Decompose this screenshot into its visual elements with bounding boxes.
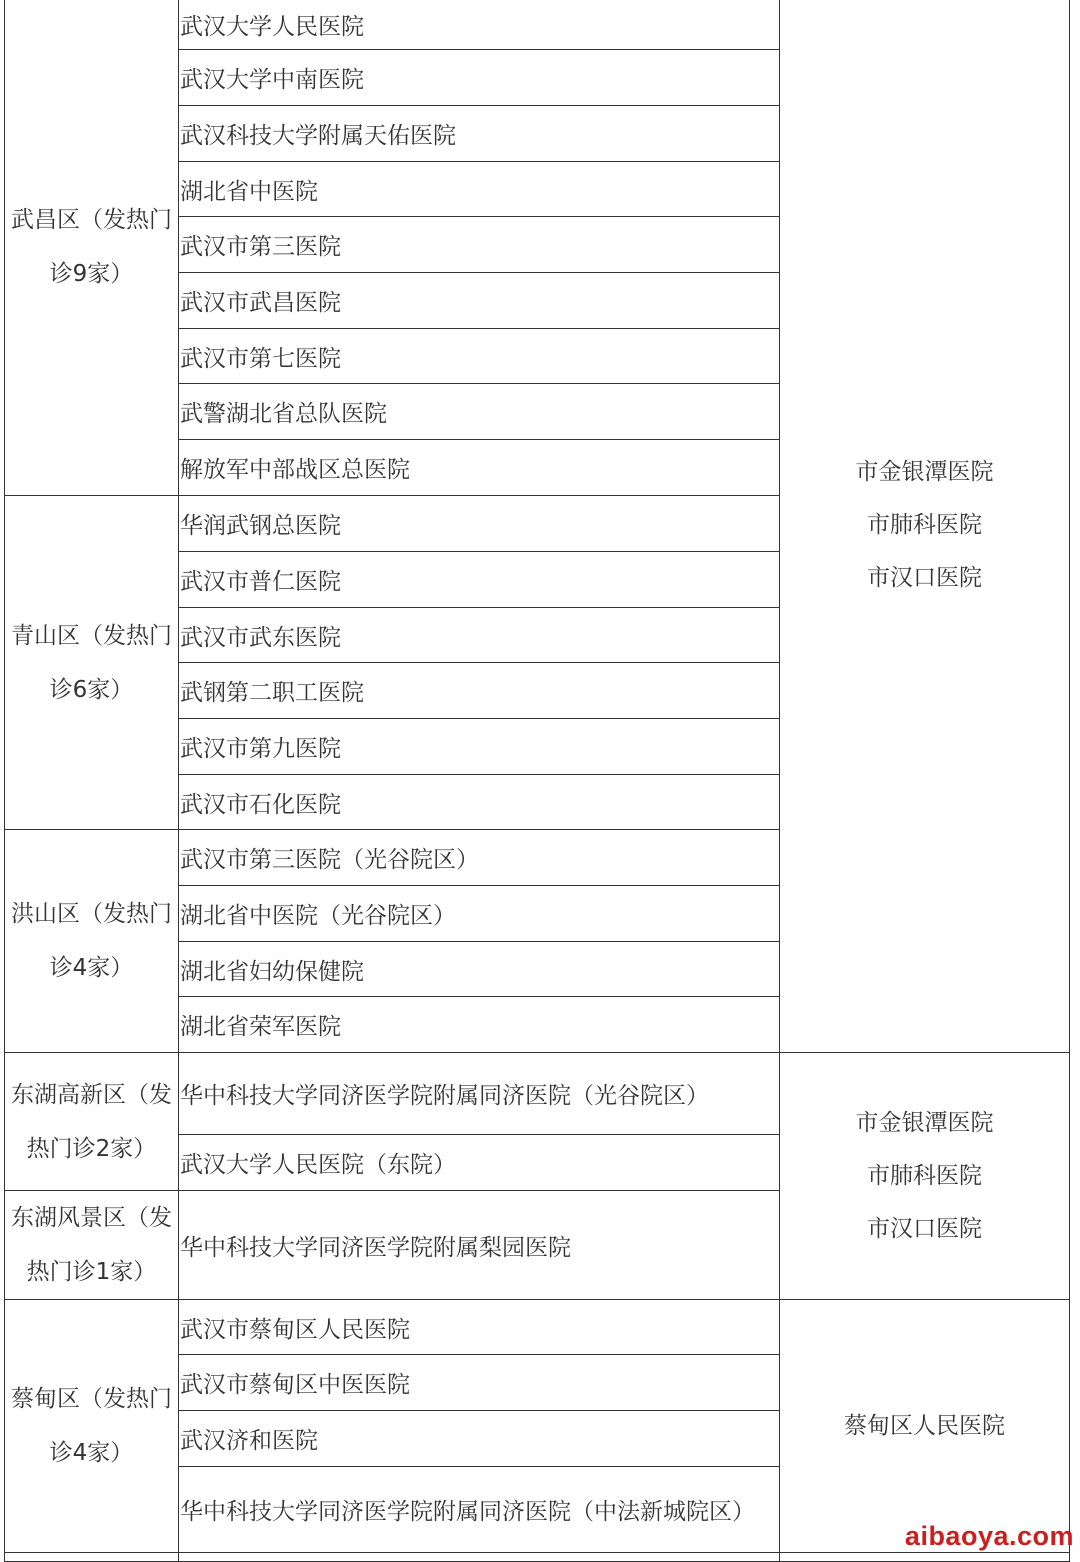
hospital-cell: 武汉大学中南医院 — [179, 50, 780, 106]
hospital-cell: 湖北省中医院 — [179, 162, 780, 217]
empty-cell — [780, 1553, 1070, 1562]
hospital-cell: 武汉市第三医院（光谷院区） — [179, 830, 780, 886]
hospital-cell: 武汉市普仁医院 — [179, 552, 780, 608]
hospital-cell: 武汉科技大学附属天佑医院 — [179, 106, 780, 162]
hospital-cell: 解放军中部战区总医院 — [179, 440, 780, 496]
district-cell: 东湖风景区（发热门诊1家） — [5, 1191, 179, 1300]
hospital-cell: 武汉市第九医院 — [179, 719, 780, 775]
designated-hospitals-cell: 市金银潭医院 市肺科医院 市汉口医院 — [780, 0, 1070, 1053]
hospital-cell: 湖北省荣军医院 — [179, 997, 780, 1053]
table-row — [5, 1553, 1070, 1562]
hospital-cell: 武汉市武昌医院 — [179, 273, 780, 329]
hospital-cell: 武汉市石化医院 — [179, 775, 780, 830]
site-watermark: aibaoya.com — [904, 1521, 1074, 1551]
hospital-cell: 武汉大学人民医院（东院） — [179, 1135, 780, 1191]
hospital-cell: 华中科技大学同济医学院附属同济医院（中法新城院区） — [179, 1467, 780, 1553]
hospital-cell: 武汉市蔡甸区中医医院 — [179, 1355, 780, 1411]
hospital-cell: 华中科技大学同济医学院附属梨园医院 — [179, 1191, 780, 1300]
empty-cell — [5, 1553, 179, 1562]
table-row — [5, 1053, 1070, 1135]
hospital-cell: 武汉大学人民医院 — [179, 0, 780, 50]
table-row — [5, 0, 1070, 50]
hospital-cell: 武汉市蔡甸区人民医院 — [179, 1300, 780, 1355]
designated-hospitals-cell: 蔡甸区人民医院 — [780, 1300, 1070, 1553]
district-cell: 青山区（发热门诊6家） — [5, 496, 179, 830]
hospital-cell: 武汉市第三医院 — [179, 217, 780, 273]
hospital-cell: 武汉市第七医院 — [179, 329, 780, 384]
hospital-cell: 武汉济和医院 — [179, 1411, 780, 1467]
hospital-cell: 湖北省中医院（光谷院区） — [179, 886, 780, 942]
hospital-cell: 武警湖北省总队医院 — [179, 384, 780, 440]
empty-cell — [179, 1553, 780, 1562]
hospital-cell: 华中科技大学同济医学院附属同济医院（光谷院区） — [179, 1053, 780, 1135]
hospital-cell: 武钢第二职工医院 — [179, 663, 780, 719]
fever-clinic-table — [4, 0, 1070, 1562]
designated-hospitals-cell: 市金银潭医院 市肺科医院 市汉口医院 — [780, 1053, 1070, 1300]
hospital-cell: 武汉市武东医院 — [179, 608, 780, 663]
hospital-cell: 湖北省妇幼保健院 — [179, 942, 780, 997]
table-row — [5, 1300, 1070, 1355]
district-cell: 蔡甸区（发热门诊4家） — [5, 1300, 179, 1553]
district-cell: 洪山区（发热门诊4家） — [5, 830, 179, 1053]
district-cell: 武昌区（发热门诊9家） — [5, 0, 179, 496]
hospital-cell: 华润武钢总医院 — [179, 496, 780, 552]
district-cell: 东湖高新区（发热门诊2家） — [5, 1053, 179, 1191]
